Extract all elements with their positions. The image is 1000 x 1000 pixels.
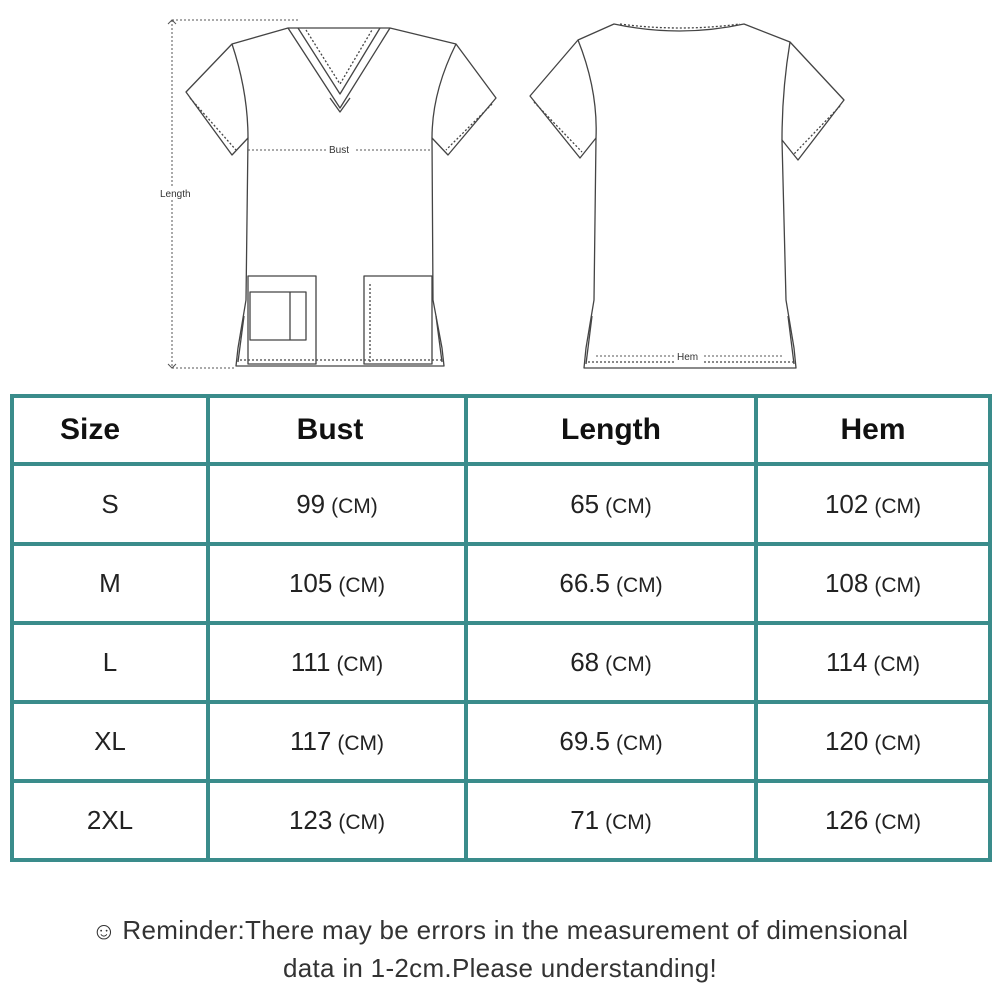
bust-unit: (CM) [338, 574, 386, 597]
bust-label: Bust [329, 145, 350, 156]
length-value: 66.5 [559, 568, 610, 598]
length-unit: (CM) [605, 811, 652, 834]
bust-cell [208, 464, 466, 544]
hem-value: 126 [824, 805, 869, 835]
size-cell: 2XL [12, 781, 208, 860]
bust-value: 99 [296, 488, 326, 519]
garment-diagram-svg [0, 0, 1000, 385]
bust-unit: (CM) [337, 732, 385, 755]
bust-unit: (CM) [336, 653, 384, 676]
size-chart-table [10, 394, 992, 862]
length-label: Length [160, 189, 191, 200]
table-row [12, 781, 990, 860]
length-cell [466, 702, 756, 781]
table-row [12, 464, 990, 544]
table-row [12, 702, 990, 781]
bust-value: 117 [289, 726, 332, 756]
hem-cell [756, 781, 990, 860]
size-cell: M [12, 544, 208, 623]
length-cell [466, 464, 756, 544]
reminder-line-1: Reminder:There may be errors in the measurement of dimensional [122, 915, 909, 945]
length-value: 71 [570, 805, 600, 835]
length-cell [466, 781, 756, 860]
size-cell: S [12, 464, 208, 544]
size-cell: L [12, 623, 208, 702]
length-unit: (CM) [605, 653, 652, 676]
bust-unit: (CM) [331, 494, 378, 518]
length-unit: (CM) [605, 494, 652, 518]
length-cell [466, 544, 756, 623]
length-unit: (CM) [615, 732, 663, 755]
length-value: 65 [570, 488, 600, 519]
front-outline [186, 28, 496, 366]
hem-value: 120 [824, 726, 869, 756]
hem-cell [756, 464, 990, 544]
table-header-row [12, 396, 990, 464]
header-bust: Bust [208, 396, 466, 464]
length-value: 69.5 [559, 726, 610, 756]
table-row [12, 623, 990, 702]
front-pocket-right [364, 276, 432, 364]
bust-cell [208, 781, 466, 860]
hem-unit: (CM) [874, 732, 922, 755]
header-size: Size [12, 396, 208, 464]
header-length: Length [466, 396, 756, 464]
smile-icon: ☺ [91, 918, 117, 945]
length-unit: (CM) [615, 574, 663, 597]
hem-value: 102 [824, 488, 869, 519]
hem-unit: (CM) [873, 653, 921, 676]
front-view [186, 28, 496, 366]
bust-cell [208, 702, 466, 781]
hem-cell [756, 702, 990, 781]
hem-value: 108 [824, 568, 869, 598]
reminder-line-2: data in 1-2cm.Please understanding! [283, 953, 717, 983]
back-outline [530, 24, 844, 368]
table-body [12, 464, 990, 860]
bust-value: 105 [288, 568, 333, 598]
length-value: 68 [570, 647, 600, 677]
garment-diagram [0, 0, 1000, 385]
hem-unit: (CM) [874, 494, 922, 518]
table-row [12, 544, 990, 623]
header-hem: Hem [756, 396, 990, 464]
bust-cell [208, 544, 466, 623]
bust-cell [208, 623, 466, 702]
bust-value: 111 [290, 647, 331, 677]
back-view [530, 24, 844, 368]
bust-unit: (CM) [338, 811, 386, 834]
hem-cell [756, 544, 990, 623]
size-cell: XL [12, 702, 208, 781]
hem-unit: (CM) [874, 811, 922, 834]
hem-label: Hem [677, 352, 699, 363]
hem-unit: (CM) [874, 574, 922, 597]
length-cell [466, 623, 756, 702]
hem-cell [756, 623, 990, 702]
reminder-note [30, 912, 970, 986]
bust-value: 123 [288, 805, 333, 835]
hem-value: 114 [825, 647, 868, 677]
